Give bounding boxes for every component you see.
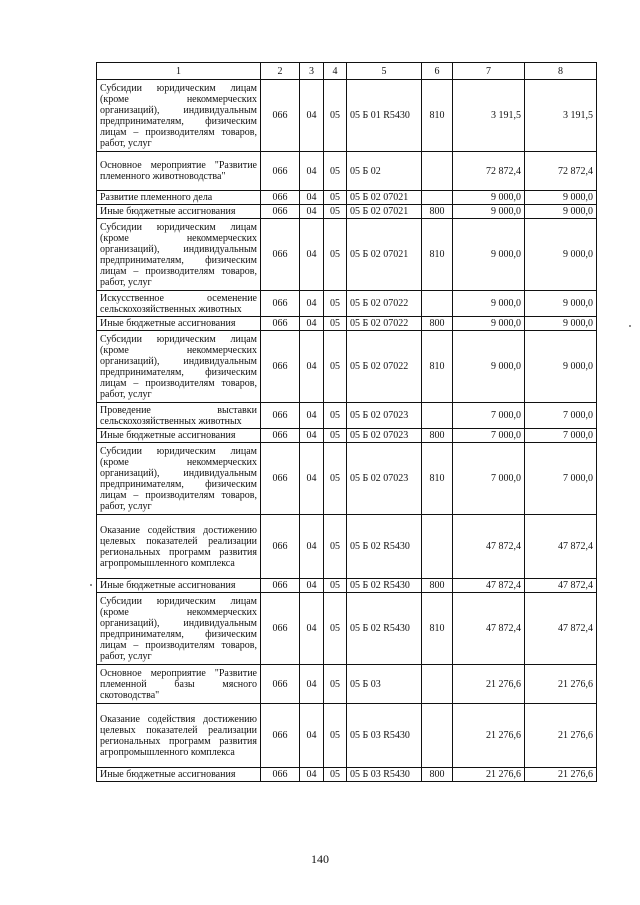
- header-row: [97, 63, 597, 80]
- target-item-code: 05 Б 02 07022: [347, 331, 422, 403]
- table-row: [97, 219, 597, 291]
- subsection-code: 05: [324, 191, 347, 205]
- row-name: Иные бюджетные ассигнования: [97, 205, 261, 219]
- ministry-code: 066: [261, 403, 300, 429]
- table-row: [97, 704, 597, 768]
- ministry-code: 066: [261, 768, 300, 782]
- amount-col7: 9 000,0: [453, 219, 525, 291]
- section-code: 04: [300, 80, 324, 152]
- amount-col8: 72 872,4: [525, 152, 597, 191]
- target-item-code: 05 Б 02 07022: [347, 317, 422, 331]
- expense-type-code: 800: [422, 768, 453, 782]
- ministry-code: 066: [261, 515, 300, 579]
- subsection-code: 05: [324, 403, 347, 429]
- table-row: [97, 665, 597, 704]
- target-item-code: 05 Б 02 R5430: [347, 515, 422, 579]
- expense-type-code: [422, 515, 453, 579]
- ministry-code: 066: [261, 152, 300, 191]
- ministry-code: 066: [261, 219, 300, 291]
- expense-type-code: [422, 403, 453, 429]
- section-code: 04: [300, 665, 324, 704]
- amount-col7: 9 000,0: [453, 317, 525, 331]
- target-item-code: 05 Б 02 07021: [347, 219, 422, 291]
- subsection-code: 05: [324, 443, 347, 515]
- amount-col7: 47 872,4: [453, 593, 525, 665]
- row-name: Субсидии юридическим лицам (кроме некоммерческих организаций), индивидуальным предпринимателям, физическим лицам – производителям товаров, работ, услуг: [97, 331, 261, 403]
- column-header: 6: [422, 63, 453, 80]
- subsection-code: 05: [324, 665, 347, 704]
- amount-col8: 9 000,0: [525, 191, 597, 205]
- column-header: 1: [97, 63, 261, 80]
- column-header: 8: [525, 63, 597, 80]
- ministry-code: 066: [261, 317, 300, 331]
- amount-col7: 9 000,0: [453, 191, 525, 205]
- table-row: [97, 443, 597, 515]
- row-name: Субсидии юридическим лицам (кроме некоммерческих организаций), индивидуальным предпринимателям, физическим лицам – производителям товаров, работ, услуг: [97, 80, 261, 152]
- expense-type-code: 810: [422, 219, 453, 291]
- expense-type-code: 800: [422, 429, 453, 443]
- column-header: 7: [453, 63, 525, 80]
- section-code: 04: [300, 191, 324, 205]
- expense-type-code: 800: [422, 579, 453, 593]
- amount-col7: 21 276,6: [453, 704, 525, 768]
- table-row: [97, 403, 597, 429]
- table-row: [97, 205, 597, 219]
- row-name: Основное мероприятие "Развитие племенного животноводства": [97, 152, 261, 191]
- ministry-code: 066: [261, 429, 300, 443]
- target-item-code: 05 Б 01 R5430: [347, 80, 422, 152]
- table-row: [97, 515, 597, 579]
- subsection-code: 05: [324, 579, 347, 593]
- expense-type-code: [422, 191, 453, 205]
- amount-col8: 21 276,6: [525, 665, 597, 704]
- scan-speck: [90, 584, 92, 586]
- target-item-code: 05 Б 02 07023: [347, 443, 422, 515]
- ministry-code: 066: [261, 665, 300, 704]
- amount-col7: 7 000,0: [453, 429, 525, 443]
- scan-speck: [629, 325, 631, 327]
- subsection-code: 05: [324, 317, 347, 331]
- amount-col7: 7 000,0: [453, 443, 525, 515]
- amount-col8: 9 000,0: [525, 331, 597, 403]
- expense-type-code: 810: [422, 593, 453, 665]
- column-header: 4: [324, 63, 347, 80]
- target-item-code: 05 Б 03 R5430: [347, 768, 422, 782]
- row-name: Иные бюджетные ассигнования: [97, 579, 261, 593]
- section-code: 04: [300, 579, 324, 593]
- target-item-code: 05 Б 02 R5430: [347, 579, 422, 593]
- table-row: [97, 80, 597, 152]
- column-header: 3: [300, 63, 324, 80]
- expense-type-code: [422, 291, 453, 317]
- row-name: Проведение выставки сельскохозяйственных животных: [97, 403, 261, 429]
- amount-col7: 3 191,5: [453, 80, 525, 152]
- expense-type-code: [422, 152, 453, 191]
- table-row: [97, 291, 597, 317]
- amount-col7: 7 000,0: [453, 403, 525, 429]
- subsection-code: 05: [324, 515, 347, 579]
- row-name: Основное мероприятие "Развитие племенной базы мясного скотоводства": [97, 665, 261, 704]
- amount-col8: 3 191,5: [525, 80, 597, 152]
- target-item-code: 05 Б 02 07023: [347, 429, 422, 443]
- target-item-code: 05 Б 02 R5430: [347, 593, 422, 665]
- row-name: Иные бюджетные ассигнования: [97, 429, 261, 443]
- subsection-code: 05: [324, 291, 347, 317]
- section-code: 04: [300, 317, 324, 331]
- amount-col7: 21 276,6: [453, 665, 525, 704]
- expense-type-code: 810: [422, 331, 453, 403]
- ministry-code: 066: [261, 593, 300, 665]
- table-row: [97, 317, 597, 331]
- ministry-code: 066: [261, 704, 300, 768]
- table-row: [97, 331, 597, 403]
- target-item-code: 05 Б 02 07023: [347, 403, 422, 429]
- expense-type-code: 800: [422, 317, 453, 331]
- ministry-code: 066: [261, 191, 300, 205]
- section-code: 04: [300, 443, 324, 515]
- section-code: 04: [300, 205, 324, 219]
- subsection-code: 05: [324, 593, 347, 665]
- section-code: 04: [300, 219, 324, 291]
- amount-col8: 9 000,0: [525, 219, 597, 291]
- page-number: 140: [311, 852, 329, 866]
- target-item-code: 05 Б 03 R5430: [347, 704, 422, 768]
- budget-table: [96, 62, 597, 782]
- ministry-code: 066: [261, 80, 300, 152]
- table-row: [97, 152, 597, 191]
- amount-col8: 47 872,4: [525, 579, 597, 593]
- amount-col8: 7 000,0: [525, 443, 597, 515]
- expense-type-code: 810: [422, 443, 453, 515]
- expense-type-code: [422, 704, 453, 768]
- ministry-code: 066: [261, 291, 300, 317]
- column-header: 5: [347, 63, 422, 80]
- target-item-code: 05 Б 03: [347, 665, 422, 704]
- row-name: Иные бюджетные ассигнования: [97, 768, 261, 782]
- section-code: 04: [300, 152, 324, 191]
- amount-col8: 9 000,0: [525, 205, 597, 219]
- table-row: [97, 768, 597, 782]
- row-name: Субсидии юридическим лицам (кроме некоммерческих организаций), индивидуальным предпринимателям, физическим лицам – производителям товаров, работ, услуг: [97, 219, 261, 291]
- section-code: 04: [300, 291, 324, 317]
- table-row: [97, 429, 597, 443]
- section-code: 04: [300, 768, 324, 782]
- section-code: 04: [300, 429, 324, 443]
- section-code: 04: [300, 704, 324, 768]
- row-name: Субсидии юридическим лицам (кроме некоммерческих организаций), индивидуальным предпринимателям, физическим лицам – производителям товаров, работ, услуг: [97, 443, 261, 515]
- table-row: [97, 593, 597, 665]
- subsection-code: 05: [324, 80, 347, 152]
- row-name: Оказание содействия достижению целевых показателей реализации региональных программ развития агропромышленного комплекса: [97, 704, 261, 768]
- amount-col7: 47 872,4: [453, 515, 525, 579]
- amount-col8: 21 276,6: [525, 704, 597, 768]
- row-name: Субсидии юридическим лицам (кроме некоммерческих организаций), индивидуальным предпринимателям, физическим лицам – производителям товаров, работ, услуг: [97, 593, 261, 665]
- amount-col7: 47 872,4: [453, 579, 525, 593]
- amount-col8: 47 872,4: [525, 515, 597, 579]
- target-item-code: 05 Б 02 07021: [347, 205, 422, 219]
- target-item-code: 05 Б 02: [347, 152, 422, 191]
- expense-type-code: [422, 665, 453, 704]
- row-name: Оказание содействия достижению целевых показателей реализации региональных программ развития агропромышленного комплекса: [97, 515, 261, 579]
- amount-col8: 7 000,0: [525, 403, 597, 429]
- amount-col7: 9 000,0: [453, 205, 525, 219]
- amount-col7: 72 872,4: [453, 152, 525, 191]
- amount-col8: 9 000,0: [525, 317, 597, 331]
- row-name: Иные бюджетные ассигнования: [97, 317, 261, 331]
- amount-col7: 9 000,0: [453, 331, 525, 403]
- table-row: [97, 579, 597, 593]
- ministry-code: 066: [261, 205, 300, 219]
- subsection-code: 05: [324, 205, 347, 219]
- expense-type-code: 810: [422, 80, 453, 152]
- target-item-code: 05 Б 02 07022: [347, 291, 422, 317]
- amount-col7: 21 276,6: [453, 768, 525, 782]
- target-item-code: 05 Б 02 07021: [347, 191, 422, 205]
- section-code: 04: [300, 331, 324, 403]
- section-code: 04: [300, 515, 324, 579]
- amount-col8: 9 000,0: [525, 291, 597, 317]
- amount-col8: 7 000,0: [525, 429, 597, 443]
- subsection-code: 05: [324, 429, 347, 443]
- row-name: Развитие племенного дела: [97, 191, 261, 205]
- subsection-code: 05: [324, 768, 347, 782]
- amount-col8: 21 276,6: [525, 768, 597, 782]
- expense-type-code: 800: [422, 205, 453, 219]
- amount-col7: 9 000,0: [453, 291, 525, 317]
- row-name: Искусственное осеменение сельскохозяйственных животных: [97, 291, 261, 317]
- ministry-code: 066: [261, 443, 300, 515]
- subsection-code: 05: [324, 704, 347, 768]
- ministry-code: 066: [261, 331, 300, 403]
- subsection-code: 05: [324, 331, 347, 403]
- section-code: 04: [300, 593, 324, 665]
- subsection-code: 05: [324, 219, 347, 291]
- amount-col8: 47 872,4: [525, 593, 597, 665]
- table-row: [97, 191, 597, 205]
- column-header: 2: [261, 63, 300, 80]
- section-code: 04: [300, 403, 324, 429]
- ministry-code: 066: [261, 579, 300, 593]
- subsection-code: 05: [324, 152, 347, 191]
